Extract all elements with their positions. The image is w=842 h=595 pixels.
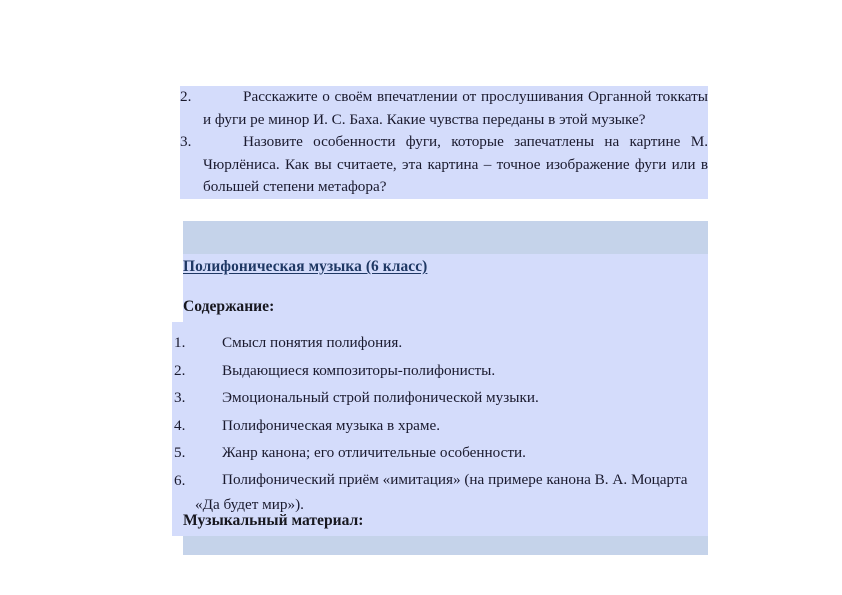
- content-block: [172, 254, 708, 536]
- list-item-number: 2.: [180, 88, 192, 105]
- list-item: [172, 467, 708, 518]
- contents-list: [172, 329, 708, 518]
- list-item-number: 4.: [174, 416, 186, 434]
- separator-band: [183, 221, 708, 254]
- list-item: [180, 86, 708, 131]
- material-heading: Музыкальный материал:: [183, 512, 364, 529]
- list-item-number: 3.: [174, 389, 186, 407]
- list-item-text: Эмоциональный строй полифонической музыки.: [222, 389, 539, 407]
- contents-heading: Содержание:: [183, 298, 275, 315]
- list-item: [172, 412, 708, 440]
- list-item-number: 1.: [174, 334, 186, 351]
- list-item: [180, 131, 708, 199]
- list-item-number: 6.: [174, 471, 186, 489]
- list-item: [172, 357, 708, 385]
- list-item-text: Смысл понятия полифония.: [222, 334, 403, 351]
- questions-block: [180, 86, 708, 199]
- bottom-band: [183, 536, 708, 555]
- list-item-number: 3.: [180, 133, 192, 151]
- list-item-text: Назовите особенности фуги, которые запечатлены на картине М. Чюрлёниса. Как вы считаете, эта картина – точное изображение фуги или в большей степени метафора?: [203, 133, 708, 196]
- list-item: [172, 439, 708, 467]
- list-item-text: Полифонический приём «имитация» (на примере канона В. А. Моцарта «Да будет мир»).: [195, 470, 688, 514]
- list-item: [172, 384, 708, 412]
- list-item-number: 5.: [174, 444, 186, 462]
- left-margin-notch: [172, 254, 183, 322]
- list-item-text: Расскажите о своём впечатлении от прослушивания Органной токкаты и фуги ре минор И. С. Баха. Какие чувства переданы в этой музыке?: [203, 88, 708, 128]
- list-item-text: Жанр канона; его отличительные особенности.: [222, 444, 526, 462]
- list-item-number: 2.: [174, 361, 186, 379]
- list-item-text: Полифоническая музыка в храме.: [222, 416, 441, 434]
- section-title-link[interactable]: Полифоническая музыка (6 класс): [183, 258, 428, 275]
- list-item: [172, 329, 708, 357]
- list-item-text: Выдающиеся композиторы-полифонисты.: [222, 361, 496, 379]
